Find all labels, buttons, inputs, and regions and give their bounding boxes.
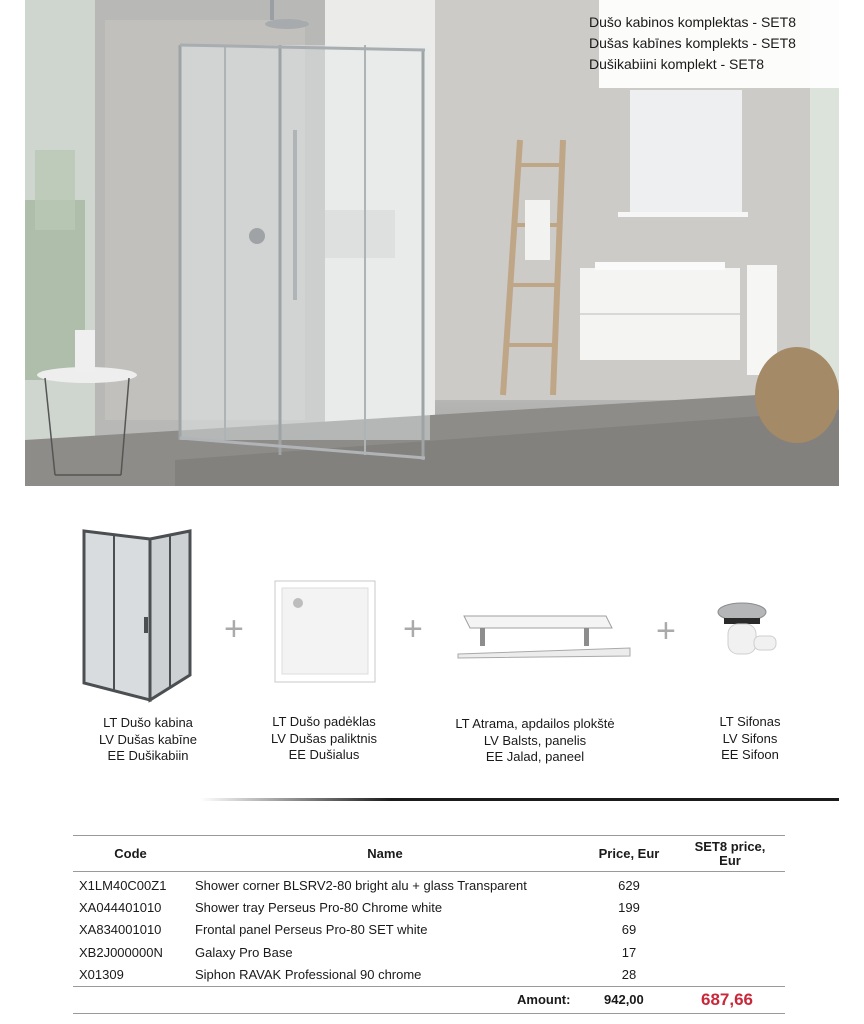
- header-name: Name: [367, 846, 403, 861]
- section-divider: [200, 798, 839, 801]
- cell-name: Galaxy Pro Base: [195, 945, 293, 960]
- table-top-line: [73, 835, 785, 836]
- cell-name: Frontal panel Perseus Pro-80 SET white: [195, 922, 428, 937]
- cell-price: 28: [621, 967, 637, 982]
- label-frontal-panel-lv: LV Balsts, panelis: [483, 732, 587, 748]
- label-shower-tray-ee: EE Dušialus: [288, 747, 360, 762]
- label-siphon-lt: LT Sifonas: [719, 714, 781, 729]
- label-siphon-lv: LV Sifons: [722, 730, 778, 746]
- label-shower-cabin: [68, 715, 228, 765]
- table-total-line: [73, 986, 785, 987]
- label-frontal-panel-ee: EE Jalad, paneel: [485, 749, 585, 764]
- cell-name: Shower tray Perseus Pro-80 Chrome white: [195, 900, 443, 915]
- siphon-image: [714, 600, 780, 662]
- cell-price: 69: [621, 922, 637, 937]
- label-shower-cabin-lv: LV Dušas kabīne: [98, 731, 198, 747]
- label-shower-tray: [244, 714, 404, 764]
- plus-sign-3: +: [656, 612, 676, 650]
- cell-code: X01309: [79, 967, 124, 982]
- caption-line-lv: Dušas kabīnes komplekts - SET8: [589, 35, 796, 51]
- shower-cabin-image: [78, 525, 198, 705]
- label-shower-cabin-ee: EE Dušikabiin: [107, 748, 189, 763]
- label-siphon: [690, 714, 810, 764]
- shower-tray-image: [274, 580, 376, 683]
- cell-code: XB2J000000N: [79, 945, 163, 960]
- label-shower-tray-lv: LV Dušas paliktnis: [271, 730, 377, 746]
- plus-sign-2: +: [403, 610, 423, 648]
- caption-line-lt: Dušo kabinos komplektas - SET8: [589, 14, 796, 30]
- header-set-price: SET8 price, Eur: [694, 839, 766, 868]
- caption-line-ee: Dušikabiini komplekt - SET8: [589, 56, 765, 72]
- header-price: Price, Eur: [598, 846, 660, 861]
- cell-price: 199: [618, 900, 640, 915]
- hero-photo: [25, 0, 839, 486]
- cell-price: 17: [621, 945, 637, 960]
- label-frontal-panel-lt: LT Atrama, apdailos plokštė: [455, 716, 615, 731]
- set-price-value: 687,66: [701, 990, 753, 1009]
- cell-name: Siphon RAVAK Professional 90 chrome: [195, 967, 422, 982]
- table-bottom-line: [73, 1013, 785, 1014]
- label-siphon-ee: EE Sifoon: [721, 747, 779, 762]
- header-code: Code: [114, 846, 147, 861]
- label-shower-cabin-lt: LT Dušo kabina: [103, 715, 193, 730]
- frontal-panel-image: [456, 608, 632, 662]
- cell-name: Shower corner BLSRV2-80 bright alu + glass Transparent: [195, 878, 527, 893]
- cell-code: X1LM40C00Z1: [79, 878, 167, 893]
- amount-label: Amount:: [517, 992, 571, 1007]
- label-shower-tray-lt: LT Dušo padėklas: [272, 714, 376, 729]
- label-frontal-panel: [430, 716, 640, 766]
- amount-value: 942,00: [604, 992, 644, 1007]
- plus-sign-1: +: [224, 610, 244, 648]
- cell-code: XA834001010: [79, 922, 162, 937]
- table-header-line: [73, 871, 785, 872]
- cell-price: 629: [618, 878, 640, 893]
- cell-code: XA044401010: [79, 900, 162, 915]
